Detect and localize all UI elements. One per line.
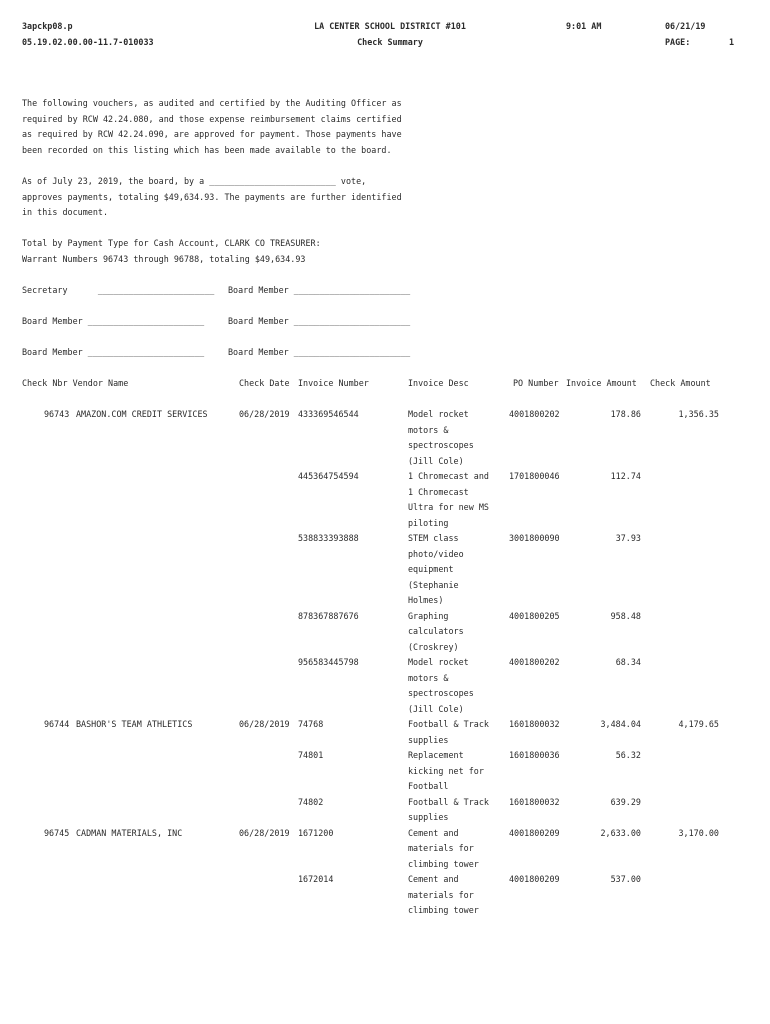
invoice-desc-line: Football	[408, 781, 449, 791]
paragraph-line: As of July 23, 2019, the board, by a _________________________ vote,	[22, 176, 367, 186]
invoice-desc-line: (Jill Cole)	[408, 703, 464, 714]
po-number: 1601800032	[509, 796, 560, 807]
invoice-amount: 37.93	[615, 533, 641, 543]
invoice-desc-line: supplies	[408, 734, 449, 745]
column-header-po-number: PO Number	[513, 378, 559, 388]
vendor-name: CADMAN MATERIALS, INC	[76, 827, 183, 838]
invoice-desc-line: 1 Chromecast and	[408, 471, 489, 481]
invoice-desc-line: kicking net for	[408, 765, 484, 776]
check-date: 06/28/2019	[239, 409, 290, 419]
invoice-amount: 112.74	[610, 471, 641, 481]
po-number: 4001800209	[509, 874, 560, 884]
check-number: 96743	[44, 409, 70, 419]
check-number: 96744	[44, 719, 70, 729]
paragraph-line: been recorded on this listing which has been made available to the board.	[22, 145, 392, 155]
page-label: PAGE:	[665, 37, 691, 47]
invoice-number: 956583445798	[298, 657, 359, 667]
paragraph-line: required by RCW 42.24.080, and those expense reimbursement claims certified	[22, 114, 402, 124]
invoice-desc-line: Model rocket	[408, 657, 469, 667]
invoice-desc-line: spectroscopes	[408, 440, 474, 450]
invoice-number: 1671200	[298, 827, 334, 838]
invoice-amount: 68.34	[615, 657, 641, 667]
invoice-amount: 178.86	[610, 409, 641, 419]
invoice-amount: 639.29	[610, 796, 641, 807]
signature-line: Board Member _______________________	[22, 347, 205, 357]
invoice-desc-line: materials for	[408, 843, 474, 853]
invoice-desc-line: Replacement	[408, 750, 464, 760]
paragraph-line: in this document.	[22, 207, 109, 217]
paragraph-line: The following vouchers, as audited and certified by the Auditing Officer as	[22, 98, 402, 108]
invoice-desc-line: supplies	[408, 812, 449, 822]
po-number: 1601800032	[509, 719, 560, 729]
check-date: 06/28/2019	[239, 827, 290, 838]
column-header-check-amount: Check Amount	[650, 378, 711, 388]
invoice-desc-line: (Stephanie	[408, 579, 459, 590]
invoice-desc-line: Holmes)	[408, 595, 444, 605]
report-title: Check Summary	[357, 37, 423, 47]
po-number: 1601800036	[509, 750, 560, 760]
invoice-number: 878367887676	[298, 610, 359, 621]
invoice-desc-line: (Jill Cole)	[408, 455, 464, 466]
paragraph-line: approves payments, totaling $49,634.93. The payments are further identified	[22, 192, 402, 202]
invoice-number: 433369546544	[298, 409, 359, 419]
invoice-desc-line: calculators	[408, 626, 464, 636]
vendor-name: AMAZON.COM CREDIT SERVICES	[76, 409, 208, 419]
report-date: 06/21/19	[665, 21, 706, 31]
invoice-amount: 56.32	[615, 750, 641, 760]
invoice-desc-line: photo/video	[408, 548, 464, 559]
invoice-desc-line: (Croskrey)	[408, 641, 459, 652]
invoice-desc-line: materials for	[408, 889, 474, 900]
signature-line: Secretary _______________________	[22, 285, 215, 295]
column-header-invoice-amount: Invoice Amount	[566, 378, 637, 388]
program-name: 3apckp08.p	[22, 21, 73, 31]
invoice-desc-line: piloting	[408, 517, 449, 528]
invoice-desc-line: climbing tower	[408, 858, 479, 869]
invoice-number: 74801	[298, 750, 324, 760]
invoice-amount: 537.00	[610, 874, 641, 884]
report-time: 9:01 AM	[566, 21, 602, 31]
paragraph-line: Total by Payment Type for Cash Account, CLARK CO TREASURER:	[22, 238, 321, 248]
paragraph-line: as required by RCW 42.24.090, are approved for payment. Those payments have	[22, 129, 402, 139]
invoice-number: 445364754594	[298, 471, 359, 481]
district-name: LA CENTER SCHOOL DISTRICT #101	[314, 21, 466, 31]
paragraph-line: Warrant Numbers 96743 through 96788, totaling $49,634.93	[22, 254, 306, 264]
check-amount: 1,356.35	[678, 409, 719, 419]
invoice-desc-line: Cement and	[408, 827, 459, 838]
signature-line: Board Member _______________________	[228, 285, 411, 295]
po-number: 4001800205	[509, 610, 560, 621]
invoice-number: 74802	[298, 796, 324, 807]
invoice-desc-line: Model rocket	[408, 409, 469, 419]
po-number: 3001800090	[509, 533, 560, 543]
invoice-desc-line: STEM class	[408, 533, 459, 543]
column-header-check-date: Check Date	[239, 378, 290, 388]
invoice-amount: 958.48	[610, 610, 641, 621]
invoice-desc-line: equipment	[408, 564, 454, 574]
signature-line: Board Member _______________________	[228, 316, 411, 326]
invoice-desc-line: Graphing	[408, 610, 449, 621]
invoice-desc-line: climbing tower	[408, 905, 479, 915]
invoice-desc-line: Ultra for new MS	[408, 502, 489, 512]
check-number: 96745	[44, 827, 70, 838]
po-number: 1701800046	[509, 471, 560, 481]
invoice-number: 74768	[298, 719, 324, 729]
invoice-desc-line: Football & Track	[408, 796, 489, 807]
invoice-desc-line: motors &	[408, 424, 449, 435]
invoice-number: 538833393888	[298, 533, 359, 543]
column-header-invoice-number: Invoice Number	[298, 378, 369, 388]
po-number: 4001800209	[509, 827, 560, 838]
signature-line: Board Member _______________________	[22, 316, 205, 326]
invoice-desc-line: Football & Track	[408, 719, 489, 729]
invoice-desc-line: 1 Chromecast	[408, 486, 469, 497]
vendor-name: BASHOR'S TEAM ATHLETICS	[76, 719, 193, 729]
check-amount: 3,170.00	[678, 827, 719, 838]
po-number: 4001800202	[509, 657, 560, 667]
invoice-desc-line: spectroscopes	[408, 688, 474, 698]
invoice-number: 1672014	[298, 874, 334, 884]
check-amount: 4,179.65	[678, 719, 719, 729]
invoice-amount: 2,633.00	[600, 827, 641, 838]
column-header-vendor: Check Nbr Vendor Name	[22, 378, 129, 388]
invoice-amount: 3,484.04	[600, 719, 641, 729]
invoice-desc-line: Cement and	[408, 874, 459, 884]
column-header-invoice-desc: Invoice Desc	[408, 378, 469, 388]
page-number: 1	[729, 37, 735, 47]
check-date: 06/28/2019	[239, 719, 290, 729]
version-string: 05.19.02.00.00-11.7-010033	[22, 37, 154, 47]
invoice-desc-line: motors &	[408, 672, 449, 683]
signature-line: Board Member _______________________	[228, 347, 411, 357]
po-number: 4001800202	[509, 409, 560, 419]
